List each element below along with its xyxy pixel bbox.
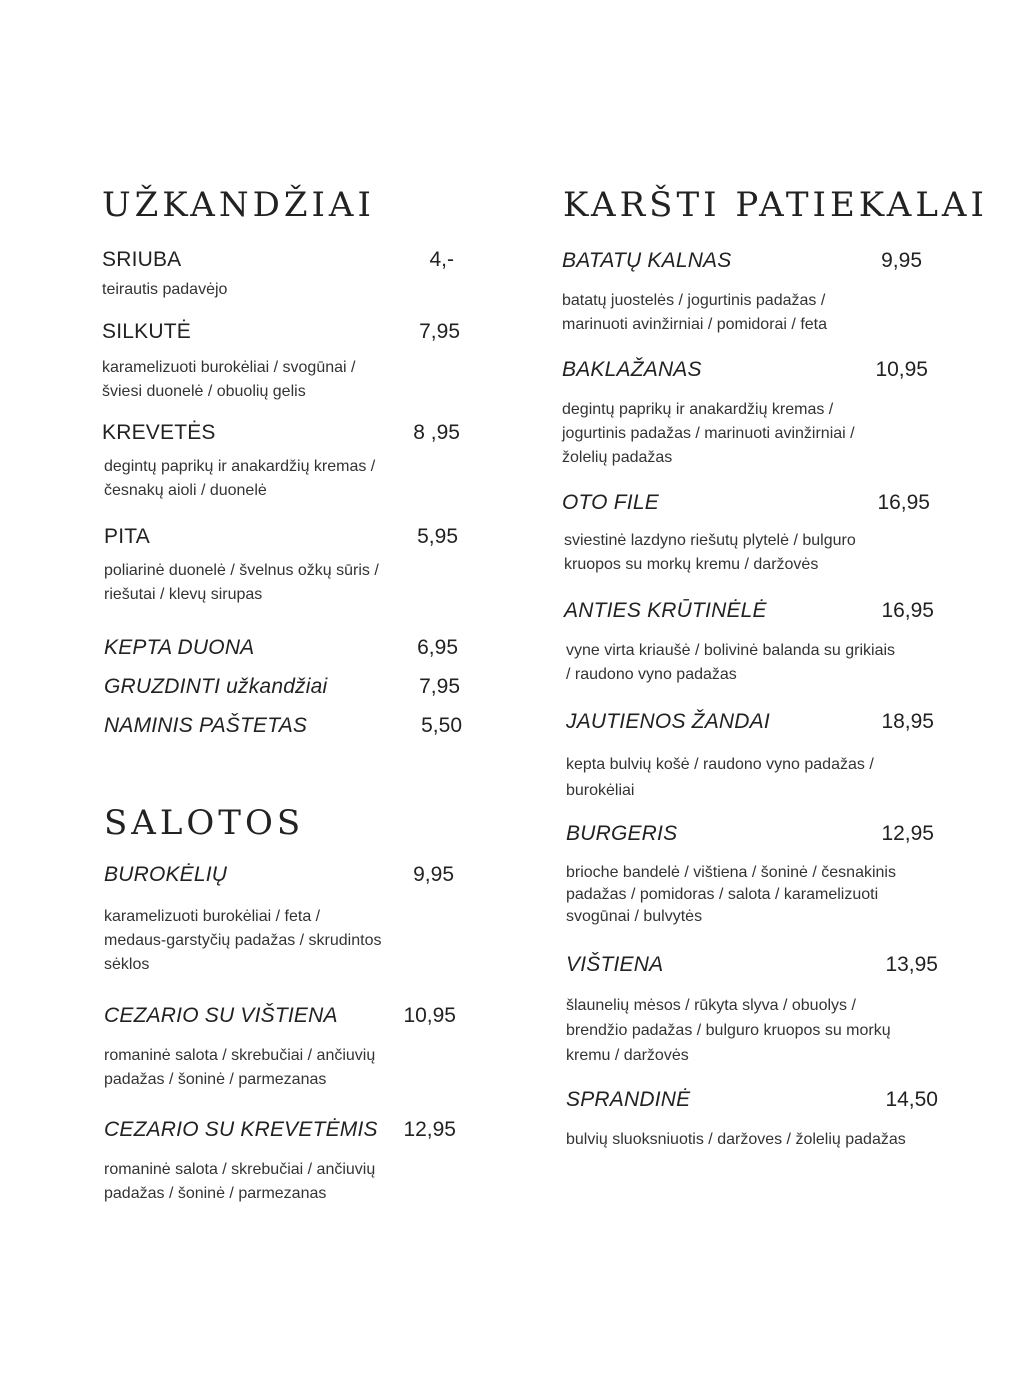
item-desc-line: česnakų aioli / duonelė: [104, 482, 267, 499]
item-price: 13,95: [885, 953, 938, 976]
item-desc-line: romaninė salota / skrebučiai / ančiuvių: [104, 1047, 376, 1064]
item-price: 4,-: [429, 248, 454, 271]
menu-item-cezario-vistiena: [104, 1004, 456, 1092]
item-desc-line: brendžio padažas / bulguro kruopos su morkų: [566, 1022, 891, 1039]
menu-item-sprandine: [566, 1088, 938, 1152]
item-desc-line: riešutai / klevų sirupas: [104, 586, 263, 603]
item-description: [564, 639, 934, 687]
item-description: [562, 398, 928, 470]
item-desc-line: teirautis padavėjo: [102, 281, 228, 298]
item-desc-line: padažas / šoninė / parmezanas: [104, 1185, 327, 1202]
item-desc-line: medaus-garstyčių padažas / skrudintos: [104, 932, 382, 949]
menu-item-burgeris: [566, 822, 934, 928]
item-desc-line: marinuoti avinžirniai / pomidorai / feta: [562, 316, 828, 333]
menu-item-burokeliu: [104, 863, 454, 977]
item-desc-line: poliarinė duonelė / švelnus ožkų sūris /: [104, 562, 379, 579]
item-name: CEZARIO SU VIŠTIENA: [104, 1004, 338, 1027]
item-desc-line: / raudono vyno padažas: [566, 666, 737, 683]
item-description: [102, 356, 460, 404]
item-desc-line: romaninė salota / skrebučiai / ančiuvių: [104, 1161, 376, 1178]
menu-item-pita: [104, 525, 458, 607]
item-name: KREVETĖS: [102, 421, 216, 444]
item-desc-line: vyne virta kriaušė / bolivinė balanda su grikiais: [566, 642, 896, 659]
section-title-hot-dishes: KARŠTI PATIEKALAI: [563, 185, 988, 225]
item-desc-line: brioche bandelė / vištiena / šoninė / česnakinis: [566, 864, 896, 881]
menu-item-krevetes: [102, 421, 460, 503]
item-desc-line: karamelizuoti burokėliai / svogūnai /: [102, 359, 356, 376]
item-price: 8 ,95: [413, 421, 460, 444]
item-desc-line: padažas / pomidoras / salota / karamelizuoti: [566, 886, 879, 903]
item-price: 9,95: [413, 863, 454, 886]
item-name: PITA: [104, 525, 150, 548]
item-price: 7,95: [419, 320, 460, 343]
menu-item-jautienos-zandai: [566, 710, 934, 804]
item-description: [104, 559, 458, 607]
menu-item-kepta-duona: [104, 636, 458, 664]
menu-item-naminis-pastetas: [104, 714, 462, 742]
item-price: 12,95: [403, 1118, 456, 1141]
item-desc-line: degintų paprikų ir anakardžių kremas /: [104, 458, 376, 475]
item-price: 9,95: [881, 249, 922, 272]
item-desc-line: sviestinė lazdyno riešutų plytelė / bulguro: [564, 532, 856, 549]
section-title-salads: SALOTOS: [104, 803, 305, 843]
item-name: SILKUTĖ: [102, 320, 191, 343]
item-desc-line: padažas / šoninė / parmezanas: [104, 1071, 327, 1088]
menu-item-cezario-krevetemis: [104, 1118, 456, 1206]
menu-item-oto-file: [562, 491, 930, 577]
item-description: [566, 1128, 938, 1152]
section-title-appetizers: UŽKANDŽIAI: [102, 185, 375, 225]
item-desc-line: karamelizuoti burokėliai / feta /: [104, 908, 321, 925]
item-desc-line: batatų juostelės / jogurtinis padažas /: [562, 292, 826, 309]
item-description: [566, 752, 934, 804]
item-description: [562, 529, 930, 577]
item-name: GRUZDINTI užkandžiai: [104, 675, 328, 698]
item-name: KEPTA DUONA: [104, 636, 255, 659]
item-desc-line: žolelių padažas: [562, 449, 673, 466]
item-name: CEZARIO SU KREVETĖMIS: [104, 1118, 378, 1141]
item-price: 14,50: [885, 1088, 938, 1111]
item-price: 5,95: [417, 525, 458, 548]
item-desc-line: šlaunelių mėsos / rūkyta slyva / obuolys /: [566, 997, 856, 1014]
menu-item-sriuba: [102, 248, 454, 302]
menu-item-batatu-kalnas: [562, 249, 922, 337]
item-name: JAUTIENOS ŽANDAI: [566, 710, 770, 733]
menu-item-silkute: [102, 320, 460, 404]
menu-item-vistiena: [566, 953, 938, 1068]
item-name: BURGERIS: [566, 822, 678, 845]
item-price: 7,95: [419, 675, 460, 698]
item-name: SPRANDINĖ: [566, 1088, 691, 1111]
item-description: [562, 289, 922, 337]
item-price: 16,95: [877, 491, 930, 514]
item-price: 16,95: [881, 599, 934, 622]
item-desc-line: bulvių sluoksniuotis / daržoves / žolelių padažas: [566, 1131, 906, 1148]
item-desc-line: kepta bulvių košė / raudono vyno padažas /: [566, 756, 874, 773]
menu-item-baklazanas: [562, 358, 928, 470]
item-desc-line: sėklos: [104, 956, 150, 973]
item-description: [104, 1044, 456, 1092]
item-name: SRIUBA: [102, 248, 182, 271]
item-description: [566, 862, 934, 928]
menu-item-gruzdinti: [104, 675, 460, 703]
item-description: [102, 455, 460, 503]
item-desc-line: degintų paprikų ir anakardžių kremas /: [562, 401, 834, 418]
item-desc-line: jogurtinis padažas / marinuoti avinžirniai /: [562, 425, 855, 442]
item-price: 18,95: [881, 710, 934, 733]
item-price: 10,95: [875, 358, 928, 381]
item-price: 12,95: [881, 822, 934, 845]
item-name: BUROKĖLIŲ: [104, 863, 228, 886]
item-price: 5,50: [421, 714, 462, 737]
item-description: [104, 905, 454, 977]
menu-item-anties-krutinele: [564, 599, 934, 687]
item-desc-line: burokėliai: [566, 782, 635, 799]
item-desc-line: kremu / daržovės: [566, 1047, 689, 1064]
item-price: 10,95: [403, 1004, 456, 1027]
item-name: BAKLAŽANAS: [562, 358, 702, 381]
item-desc-line: šviesi duonelė / obuolių gelis: [102, 383, 306, 400]
item-desc-line: kruopos su morkų kremu / daržovės: [564, 556, 819, 573]
item-description: [566, 993, 938, 1068]
item-price: 6,95: [417, 636, 458, 659]
item-description: [104, 1158, 456, 1206]
item-name: NAMINIS PAŠTETAS: [104, 714, 308, 737]
item-name: ANTIES KRŪTINĖLĖ: [564, 599, 767, 622]
item-name: OTO FILE: [562, 491, 659, 514]
item-desc-line: svogūnai / bulvytės: [566, 908, 703, 925]
item-name: BATATŲ KALNAS: [562, 249, 732, 272]
item-name: VIŠTIENA: [566, 953, 664, 976]
item-description: [102, 278, 454, 302]
